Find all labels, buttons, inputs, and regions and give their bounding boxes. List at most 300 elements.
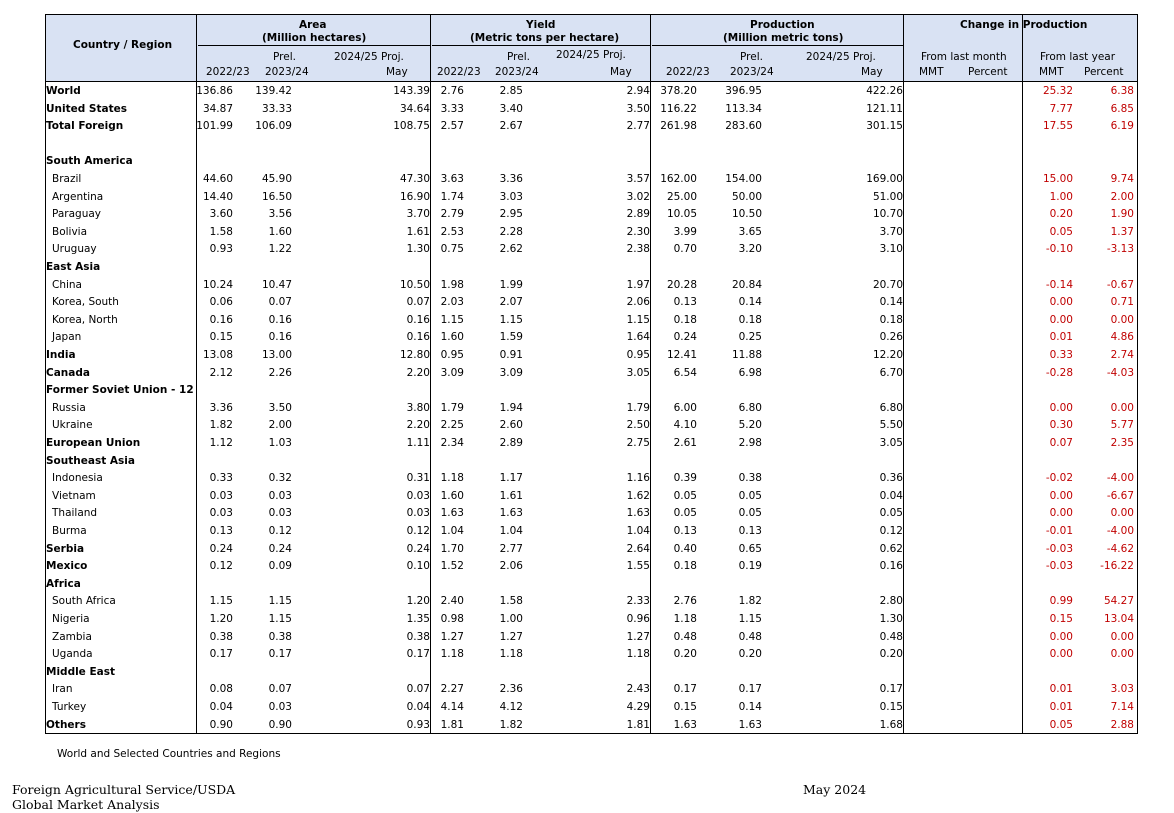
row-value: 0.03 (209, 507, 233, 520)
row-value: 0.24 (268, 542, 292, 555)
row-value: 0.48 (738, 630, 762, 643)
row-value: 10.70 (872, 208, 903, 221)
row-value: 1.15 (209, 595, 233, 608)
row-value: -4.62 (1106, 542, 1134, 555)
row-value: 1.04 (626, 525, 650, 537)
table-row (46, 346, 1137, 364)
row-value: 0.20 (738, 648, 762, 661)
row-value: 51.00 (872, 190, 903, 203)
row-value: 2.89 (499, 437, 523, 449)
row-label: Others (46, 718, 86, 731)
country-region-header: Country / Region (73, 39, 173, 51)
row-value: 2.38 (626, 243, 650, 256)
row-value: 3.50 (626, 102, 650, 115)
row-value: 1.00 (499, 613, 523, 625)
yield-may: May (610, 66, 632, 78)
row-value: 0.00 (1110, 313, 1134, 326)
row-value: 1.18 (440, 472, 464, 485)
row-value: 0.13 (209, 525, 233, 537)
row-value: 1.62 (626, 489, 650, 502)
row-value: 2.36 (499, 683, 523, 696)
row-value: 0.99 (1049, 595, 1073, 608)
data-table (45, 14, 1138, 734)
production-proj: 2024/25 Proj. (806, 51, 876, 63)
table-row (46, 575, 1137, 593)
row-value: 1.63 (499, 507, 523, 520)
row-value: 1.52 (440, 560, 464, 573)
row-value: 261.98 (660, 120, 697, 133)
row-value: 0.00 (1110, 630, 1134, 643)
row-value: 0.20 (879, 648, 903, 661)
row-value: 0.13 (673, 525, 697, 537)
row-value: 0.93 (209, 243, 233, 256)
row-value: 0.98 (440, 613, 464, 625)
row-label: China (52, 278, 82, 291)
row-value: 0.14 (738, 296, 762, 309)
row-value: 0.07 (268, 683, 292, 696)
row-value: 0.24 (406, 542, 430, 555)
row-value: 50.00 (731, 190, 762, 203)
row-value: 1.58 (209, 225, 233, 238)
row-value: 15.00 (1042, 173, 1073, 185)
table-row (46, 645, 1137, 663)
row-value: 2.28 (499, 225, 523, 238)
row-value: 1.15 (499, 313, 523, 326)
row-value: 9.74 (1110, 173, 1134, 185)
row-value: 2.50 (626, 419, 650, 432)
row-value: 2.62 (499, 243, 523, 256)
row-value: 2.30 (626, 225, 650, 238)
row-value: 2.61 (673, 437, 697, 449)
row-value: 3.05 (626, 366, 650, 379)
row-value: 2.77 (626, 120, 650, 133)
row-value: 378.20 (660, 85, 697, 97)
row-value: 0.01 (1049, 701, 1073, 713)
row-value: 20.84 (731, 278, 762, 291)
table-row (46, 311, 1137, 329)
row-value: 0.39 (673, 472, 697, 485)
row-value: 1.82 (738, 595, 762, 608)
row-label: United States (46, 102, 127, 115)
row-value: 1.20 (406, 595, 430, 608)
row-label: Canada (46, 366, 90, 379)
table-row (46, 452, 1137, 470)
row-value: 0.18 (879, 313, 903, 326)
row-value: 0.15 (879, 701, 903, 713)
row-value: 2.89 (626, 208, 650, 221)
row-value: 2.79 (440, 208, 464, 221)
area-header: Area (299, 19, 327, 31)
row-value: 2.20 (406, 366, 430, 379)
row-value: 10.24 (202, 278, 233, 291)
row-value: 11.88 (731, 349, 762, 361)
production-y2: 2023/24 (730, 66, 774, 78)
row-value: 1.15 (440, 313, 464, 326)
row-value: 0.12 (268, 525, 292, 537)
row-label: Total Foreign (46, 120, 124, 133)
row-value: 47.30 (399, 173, 430, 185)
row-value: -0.28 (1045, 366, 1073, 379)
row-value: 1.74 (440, 190, 464, 203)
row-value: 1.22 (268, 243, 292, 256)
row-value: 0.15 (1049, 613, 1073, 625)
row-value: 3.65 (738, 225, 762, 238)
row-value: 5.20 (738, 419, 762, 432)
row-value: 0.13 (673, 296, 697, 309)
yield-prel: Prel. (507, 51, 530, 63)
row-value: 2.80 (879, 595, 903, 608)
row-value: 0.15 (209, 331, 233, 344)
row-value: 3.03 (1110, 683, 1134, 696)
row-value: 1.97 (626, 278, 650, 291)
row-value: 0.10 (406, 560, 430, 573)
row-value: 12.80 (399, 349, 430, 361)
row-value: 0.18 (673, 560, 697, 573)
row-value: 12.41 (666, 349, 697, 361)
row-value: 1.04 (499, 525, 523, 537)
row-value: -0.03 (1045, 542, 1073, 555)
row-label: India (46, 349, 76, 361)
row-value: 0.62 (879, 542, 903, 555)
from-last-month: From last month (921, 51, 1007, 63)
row-value: 2.67 (499, 120, 523, 133)
row-value: 113.34 (725, 102, 762, 115)
row-value: 0.05 (738, 489, 762, 502)
row-value: 0.00 (1110, 648, 1134, 661)
row-value: 6.54 (673, 366, 697, 379)
row-value: 2.64 (626, 542, 650, 555)
row-value: 0.16 (879, 560, 903, 573)
row-label: Uganda (52, 648, 93, 661)
row-value: 10.47 (261, 278, 292, 291)
table-row (46, 610, 1137, 628)
row-value: 1.18 (626, 648, 650, 661)
row-value: 1.60 (268, 225, 292, 238)
row-value: 17.55 (1042, 120, 1073, 133)
row-value: 422.26 (866, 85, 903, 97)
row-value: 1.18 (440, 648, 464, 661)
row-value: 0.12 (879, 525, 903, 537)
row-value: 0.38 (738, 472, 762, 485)
row-value: 0.05 (673, 507, 697, 520)
row-value: 2.34 (440, 437, 464, 449)
row-value: 3.33 (440, 102, 464, 115)
row-value: 3.70 (879, 225, 903, 238)
row-value: 2.00 (268, 419, 292, 432)
table-note: World and Selected Countries and Regions (57, 748, 281, 760)
row-value: 6.80 (879, 401, 903, 414)
row-value: 1.00 (1049, 190, 1073, 203)
production-header: Production (750, 19, 815, 31)
row-value: 33.33 (261, 102, 292, 115)
row-value: 16.90 (399, 190, 430, 203)
row-value: 0.03 (268, 489, 292, 502)
table-row (46, 293, 1137, 311)
row-value: 0.48 (879, 630, 903, 643)
row-value: 396.95 (725, 85, 762, 97)
row-value: 0.08 (209, 683, 233, 696)
row-label: South America (46, 155, 133, 168)
table-row (46, 716, 1137, 734)
row-value: 0.00 (1049, 313, 1073, 326)
table-row (46, 663, 1137, 681)
row-value: 3.05 (879, 437, 903, 449)
table-row (46, 434, 1137, 452)
row-label: Vietnam (52, 489, 96, 502)
row-label: Former Soviet Union - 12 (46, 384, 194, 397)
row-value: 0.12 (406, 525, 430, 537)
row-value: 2.88 (1110, 718, 1134, 731)
row-value: 1.30 (406, 243, 430, 256)
row-label: Mexico (46, 560, 88, 573)
row-value: 0.18 (738, 313, 762, 326)
row-value: 0.14 (738, 701, 762, 713)
table-row (46, 328, 1137, 346)
row-value: 0.03 (268, 507, 292, 520)
row-value: 1.04 (440, 525, 464, 537)
row-value: 136.86 (196, 85, 233, 97)
row-label: Africa (46, 577, 81, 590)
row-value: 1.98 (440, 278, 464, 291)
month-percent: Percent (968, 66, 1008, 78)
row-value: -6.67 (1106, 489, 1134, 502)
row-label: South Africa (52, 595, 116, 608)
row-value: 1.30 (879, 613, 903, 625)
row-label: Indonesia (52, 472, 103, 485)
row-value: 6.80 (738, 401, 762, 414)
row-label: Burma (52, 525, 87, 537)
row-value: 0.00 (1049, 630, 1073, 643)
area-proj: 2024/25 Proj. (334, 51, 404, 63)
row-value: -0.10 (1045, 243, 1073, 256)
row-value: 0.95 (626, 349, 650, 361)
row-value: 0.16 (268, 313, 292, 326)
row-value: 2.06 (499, 560, 523, 573)
row-value: 0.05 (673, 489, 697, 502)
row-value: -0.02 (1045, 472, 1073, 485)
row-value: 6.98 (738, 366, 762, 379)
row-value: 0.07 (1049, 437, 1073, 449)
footer-date: May 2024 (803, 782, 867, 797)
row-value: 20.70 (872, 278, 903, 291)
table-row (46, 399, 1137, 417)
row-value: 0.00 (1049, 489, 1073, 502)
table-row (46, 487, 1137, 505)
row-value: 1.70 (440, 542, 464, 555)
table-row (46, 205, 1137, 223)
row-value: 101.99 (196, 120, 233, 133)
row-value: 1.35 (406, 613, 430, 625)
row-value: 0.75 (440, 243, 464, 256)
table-row (46, 276, 1137, 294)
row-value: 5.77 (1110, 419, 1134, 432)
row-value: 2.25 (440, 419, 464, 432)
row-value: 0.16 (209, 313, 233, 326)
row-value: 0.14 (879, 296, 903, 309)
row-value: 45.90 (261, 173, 292, 185)
row-value: 2.75 (626, 437, 650, 449)
row-value: 1.37 (1110, 225, 1134, 238)
table-row (46, 698, 1137, 716)
row-value: 1.18 (499, 648, 523, 661)
row-value: 2.03 (440, 296, 464, 309)
row-value: 1.79 (626, 401, 650, 414)
row-value: 0.03 (209, 489, 233, 502)
row-value: 139.42 (255, 85, 292, 97)
table-row (46, 152, 1137, 170)
table-row (46, 381, 1137, 399)
row-label: Serbia (46, 542, 85, 555)
row-value: 3.63 (440, 173, 464, 185)
row-value: 0.33 (209, 472, 233, 485)
row-value: 0.17 (406, 648, 430, 661)
row-value: 0.07 (406, 683, 430, 696)
row-value: 143.39 (393, 85, 430, 97)
yield-header: Yield (526, 19, 556, 31)
row-value: 2.94 (626, 85, 650, 97)
row-value: 13.00 (261, 349, 292, 361)
row-value: 0.05 (1049, 718, 1073, 731)
row-value: 1.61 (406, 225, 430, 238)
row-value: 0.04 (406, 701, 430, 713)
table-row (46, 364, 1137, 382)
row-value: 1.20 (209, 613, 233, 625)
row-value: 0.20 (673, 648, 697, 661)
table-row (46, 469, 1137, 487)
row-value: 3.10 (879, 243, 903, 256)
row-value: 1.27 (499, 630, 523, 643)
row-value: 1.60 (440, 331, 464, 344)
row-value: 2.40 (440, 595, 464, 608)
row-value: 10.05 (666, 208, 697, 221)
row-value: 1.63 (738, 718, 762, 731)
row-value: 3.03 (499, 190, 523, 203)
row-value: -4.00 (1106, 525, 1134, 537)
row-value: 2.57 (440, 120, 464, 133)
row-value: 1.94 (499, 401, 523, 414)
row-value: 0.09 (268, 560, 292, 573)
row-value: 34.87 (202, 102, 233, 115)
table-row (46, 504, 1137, 522)
yield-y2: 2023/24 (495, 66, 539, 78)
row-value: 0.90 (209, 718, 233, 731)
row-value: 2.00 (1110, 190, 1134, 203)
row-value: 1.81 (440, 718, 464, 731)
row-value: 0.31 (406, 472, 430, 485)
row-value: 0.95 (440, 349, 464, 361)
row-value: 3.57 (626, 173, 650, 185)
row-value: 0.00 (1110, 401, 1134, 414)
row-value: 0.90 (268, 718, 292, 731)
row-value: 1.15 (626, 313, 650, 326)
row-value: 1.15 (268, 613, 292, 625)
yield-unit: (Metric tons per hectare) (470, 32, 620, 44)
row-label: Russia (52, 401, 86, 414)
row-value: 1.15 (268, 595, 292, 608)
row-value: 0.05 (738, 507, 762, 520)
row-value: 0.17 (738, 683, 762, 696)
row-value: 3.36 (209, 401, 233, 414)
row-value: 3.09 (499, 366, 523, 379)
table-row (46, 240, 1137, 258)
row-label: Thailand (52, 507, 98, 520)
row-value: 4.12 (499, 701, 523, 713)
row-value: 4.10 (673, 419, 697, 432)
row-value: 1.60 (440, 489, 464, 502)
row-value: 2.43 (626, 683, 650, 696)
row-label: Japan (52, 331, 82, 344)
row-value: 0.32 (268, 472, 292, 485)
row-value: 0.00 (1049, 401, 1073, 414)
row-value: 6.38 (1110, 85, 1134, 97)
row-value: 0.00 (1110, 507, 1134, 520)
row-value: 3.99 (673, 225, 697, 238)
row-value: 2.07 (499, 296, 523, 309)
row-value: 3.70 (406, 208, 430, 221)
table-row (46, 540, 1137, 558)
row-value: -0.01 (1045, 525, 1073, 537)
row-value: 0.17 (209, 648, 233, 661)
row-value: 2.12 (209, 366, 233, 379)
row-value: 1.68 (879, 718, 903, 731)
row-label: Nigeria (52, 613, 90, 625)
row-label: Ukraine (52, 419, 93, 432)
row-label: Southeast Asia (46, 454, 135, 467)
row-label: Korea, South (52, 296, 119, 309)
row-value: 154.00 (725, 173, 762, 185)
row-value: 4.29 (626, 701, 650, 713)
row-value: 1.99 (499, 278, 523, 291)
row-value: 1.55 (626, 560, 650, 573)
row-value: 1.82 (499, 718, 523, 731)
row-value: 3.80 (406, 401, 430, 414)
row-value: 2.85 (499, 85, 523, 97)
row-value: 0.05 (1049, 225, 1073, 238)
row-value: 3.40 (499, 102, 523, 115)
row-value: 5.50 (879, 419, 903, 432)
row-value: 0.91 (499, 349, 523, 361)
table-row (46, 188, 1137, 206)
row-label: Iran (52, 683, 73, 696)
row-value: 2.33 (626, 595, 650, 608)
row-value: 0.06 (209, 296, 233, 309)
row-value: 0.03 (268, 701, 292, 713)
footer-division: Global Market Analysis (12, 797, 160, 812)
from-last-year: From last year (1040, 51, 1116, 63)
row-value: 2.60 (499, 419, 523, 432)
year-percent: Percent (1084, 66, 1124, 78)
row-value: 2.06 (626, 296, 650, 309)
row-value: 3.09 (440, 366, 464, 379)
row-value: 0.38 (268, 630, 292, 643)
row-value: 1.64 (626, 331, 650, 344)
row-value: 13.04 (1103, 613, 1134, 625)
row-value: 1.17 (499, 472, 523, 485)
table-row (46, 680, 1137, 698)
row-label: Uruguay (52, 243, 97, 256)
change-header: Change in Production (960, 19, 1088, 31)
production-may: May (861, 66, 883, 78)
row-value: 0.01 (1049, 683, 1073, 696)
row-value: 0.07 (268, 296, 292, 309)
row-value: 54.27 (1103, 595, 1134, 608)
row-label: Argentina (52, 190, 104, 203)
area-unit: (Million hectares) (262, 32, 367, 44)
row-value: 1.58 (499, 595, 523, 608)
row-value: 12.20 (872, 349, 903, 361)
row-value: 106.09 (255, 120, 292, 133)
row-value: 0.07 (406, 296, 430, 309)
